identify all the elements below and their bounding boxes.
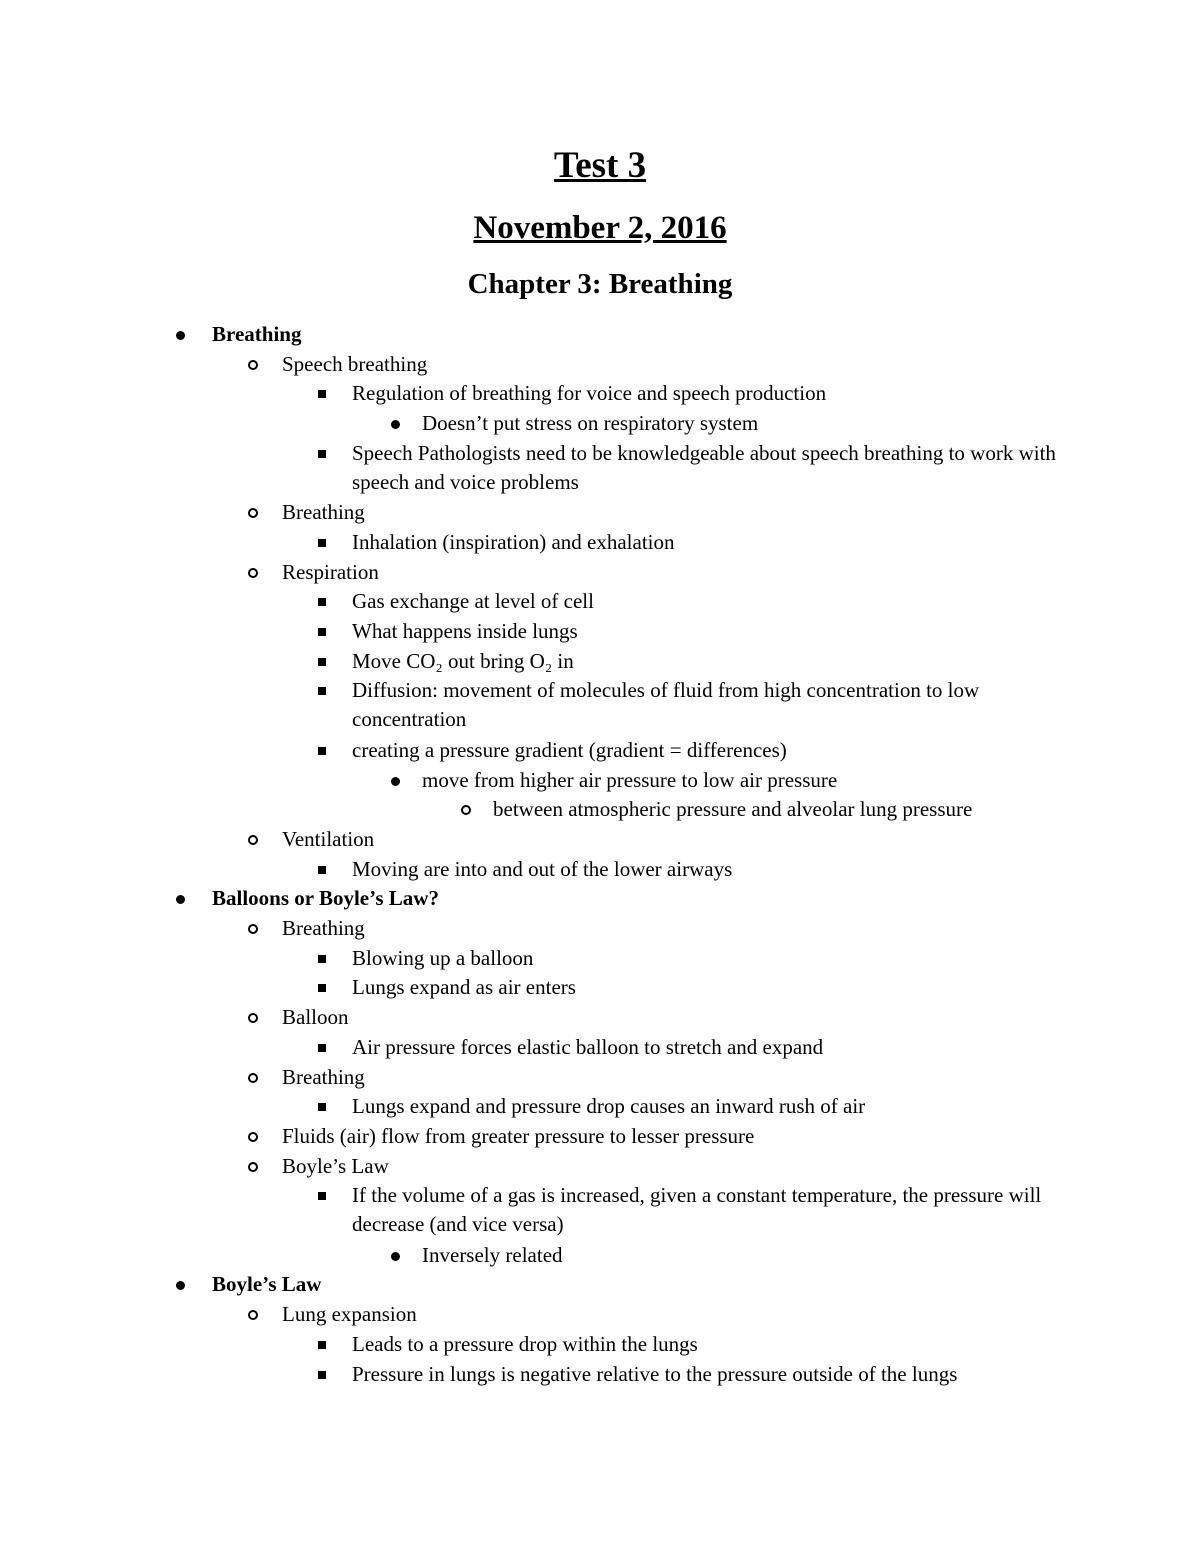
outline-item-level-1	[212, 884, 439, 913]
bullet-square-icon	[318, 1341, 326, 1349]
outline-item-level-2	[282, 825, 374, 854]
bullet-ring-icon	[248, 360, 258, 370]
outline-item-level-3	[352, 379, 826, 408]
bullet-ring-icon	[248, 1013, 258, 1023]
bullet-ring-icon	[248, 568, 258, 578]
bullet-ring-icon	[248, 924, 258, 934]
outline-item-level-3	[352, 944, 533, 973]
outline-item-text: Leads to a pressure drop within the lungs	[352, 1331, 698, 1356]
bullet-dot-icon	[391, 420, 400, 429]
outline-item-level-3	[352, 617, 578, 646]
bullet-square-icon	[318, 658, 326, 666]
outline-item-text: Breathing	[282, 916, 365, 940]
outline-item-level-2	[282, 498, 365, 527]
outline-item-level-3	[352, 1330, 698, 1359]
bullet-square-icon	[318, 1044, 326, 1052]
outline-item-text: between atmospheric pressure and alveolar lung pressure	[493, 797, 973, 822]
bullet-ring-icon	[461, 805, 471, 815]
outline-item-level-3	[352, 973, 576, 1002]
outline-item-level-3	[352, 1360, 957, 1389]
outline-item-text: Lungs expand and pressure drop causes an inward rush of air	[352, 1094, 866, 1119]
outline-item-level-3	[352, 1092, 865, 1121]
bullet-square-icon	[318, 450, 326, 458]
outline-item-level-2	[282, 558, 379, 587]
outline-item-text: Blowing up a balloon	[352, 945, 534, 970]
bullet-ring-icon	[248, 1132, 258, 1142]
outline-item-text: Breathing	[282, 1064, 365, 1089]
outline-item-level-3	[352, 1033, 823, 1062]
outline-item-level-2	[282, 1003, 349, 1032]
outline-item-level-4	[422, 1241, 563, 1270]
outline-item-text: Boyle’s Law	[212, 1272, 322, 1297]
outline-item-level-1	[212, 1270, 321, 1299]
outline-item-level-3	[352, 528, 675, 557]
outline-item-text: Speech breathing	[282, 351, 428, 376]
bullet-square-icon	[318, 539, 326, 547]
outline-item-level-3	[352, 736, 787, 765]
outline-item-text: Move CO₂ out bring O₂ in	[352, 648, 574, 673]
outline-item-text: Boyle’s Law	[282, 1153, 389, 1178]
outline-item-level-1	[212, 320, 301, 349]
outline-item-text: Diffusion: movement of molecules of fluid from high concentration to low concentration	[352, 678, 980, 732]
bullet-square-icon	[318, 747, 326, 755]
bullet-square-icon	[318, 687, 326, 695]
outline-item-level-3	[352, 1181, 1060, 1239]
bullet-square-icon	[318, 866, 326, 874]
outline-item-level-2	[282, 1063, 365, 1092]
outline-item-text: Balloons or Boyle’s Law?	[212, 886, 439, 911]
outline-item-text: Inhalation (inspiration) and exhalation	[352, 529, 675, 554]
outline-item-text: If the volume of a gas is increased, given a constant temperature, the pressure will decrease (and vice versa)	[352, 1183, 1042, 1237]
outline-item-text: Balloon	[282, 1005, 349, 1030]
outline-item-text: Moving are into and out of the lower airways	[352, 856, 733, 881]
outline-item-level-3	[352, 855, 732, 884]
outline-item-text: move from higher air pressure to low air pressure	[422, 767, 838, 792]
outline-item-level-2	[282, 1152, 389, 1181]
outline-item-text: Gas exchange at level of cell	[352, 589, 594, 614]
outline-item-text: Lungs expand as air enters	[352, 975, 576, 1000]
outline-item-level-3	[352, 676, 1060, 734]
bullet-dot-icon	[176, 895, 185, 904]
bullet-dot-icon	[391, 777, 400, 786]
chapter-heading: Chapter 3: Breathing	[467, 268, 733, 300]
outline-item-level-2	[282, 1300, 417, 1329]
bullet-square-icon	[318, 1371, 326, 1379]
document-title: Test 3	[553, 145, 647, 186]
outline-item-text: Doesn’t put stress on respiratory system	[422, 411, 759, 436]
bullet-square-icon	[318, 390, 326, 398]
outline-item-text: Ventilation	[282, 826, 375, 851]
outline-item-level-4	[422, 766, 837, 795]
outline-item-text: Fluids (air) flow from greater pressure to lesser pressure	[282, 1123, 755, 1148]
bullet-dot-icon	[391, 1252, 400, 1261]
outline-item-level-4	[422, 409, 758, 438]
bullet-square-icon	[318, 984, 326, 992]
bullet-ring-icon	[248, 1162, 258, 1172]
outline-item-text: Air pressure forces elastic balloon to stretch and expand	[352, 1034, 824, 1059]
bullet-dot-icon	[176, 1281, 185, 1290]
outline-item-text: Speech Pathologists need to be knowledgeable about speech breathing to work with speech and voice problems	[352, 440, 1056, 494]
outline-item-text: Breathing	[282, 500, 365, 525]
outline-item-text: Breathing	[212, 322, 302, 346]
bullet-square-icon	[318, 1192, 326, 1200]
outline-item-level-2	[282, 914, 365, 943]
bullet-square-icon	[318, 955, 326, 963]
outline-item-text: Regulation of breathing for voice and speech production	[352, 381, 827, 406]
outline-item-level-2	[282, 350, 427, 379]
outline-item-text: Inversely related	[422, 1242, 563, 1267]
outline-item-level-3	[352, 647, 574, 676]
outline-item-text: Lung expansion	[282, 1302, 417, 1327]
document-date: November 2, 2016	[473, 210, 727, 246]
outline-item-text: What happens inside lungs	[352, 619, 578, 643]
outline-item-text: Pressure in lungs is negative relative to the pressure outside of the lungs	[352, 1361, 958, 1386]
bullet-square-icon	[318, 598, 326, 606]
outline-item-level-5	[493, 795, 972, 824]
bullet-ring-icon	[248, 1310, 258, 1320]
bullet-square-icon	[318, 1103, 326, 1111]
outline-item-text: Respiration	[282, 559, 379, 584]
outline-item-text: creating a pressure gradient (gradient = differences)	[352, 737, 787, 762]
outline-item-level-2	[282, 1122, 754, 1151]
bullet-ring-icon	[248, 835, 258, 845]
outline-item-level-3	[352, 439, 1060, 497]
bullet-ring-icon	[248, 508, 258, 518]
bullet-ring-icon	[248, 1073, 258, 1083]
bullet-square-icon	[318, 628, 326, 636]
bullet-dot-icon	[176, 331, 185, 340]
outline-item-level-3	[352, 587, 594, 616]
